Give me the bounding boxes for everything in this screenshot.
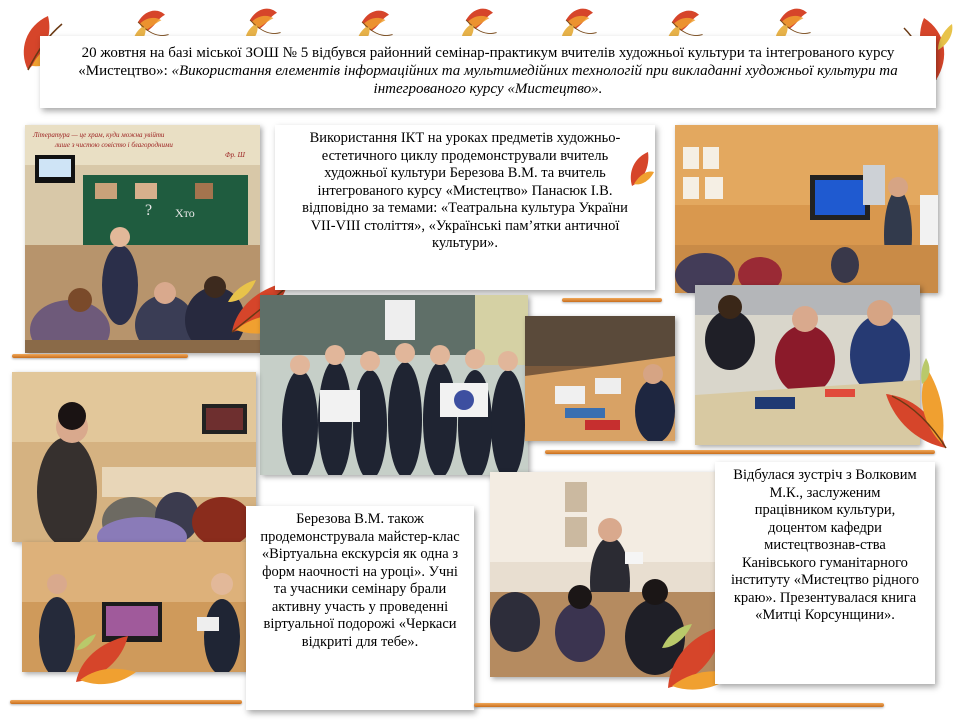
ict-description-box [275,125,655,290]
meeting-description-box [715,462,935,684]
masterclass-description-box [246,506,474,710]
photo-group [260,295,528,475]
photo-teacher-tv [675,125,938,293]
board-quote-3: Фр. Ш [225,151,245,159]
header-announcement [40,36,936,108]
decorative-bar [562,298,662,302]
decorative-bar [10,700,242,704]
ict-description-text: Використання ІКТ на уроках предметів художньо-естетичного циклу продемонстрували вчитель художньої культури Березова В.М. та вчитель інтегрованого курсу «Мистецтво» Панасюк І.В. відповідно за темами: «Театральна культура України VІІ-VІІІ століття», «Українські пам’ятки античної культури». [302,130,628,251]
photo-desk-materials [525,316,675,441]
autumn-leaf-icon [626,150,656,190]
autumn-leaf-icon [70,620,140,690]
decorative-bar [12,354,188,358]
autumn-leaf-icon [876,348,956,458]
board-quote: Література — це храм, куди можна увійти [33,131,165,139]
meeting-description-text: Відбулася зустріч з Волковим М.К., заслуженим працівником культури, доцентом кафедри мистецтвознав-ства Канівського гуманітарного інституту «Мистецтво рідного краю». Презентувалася книга «Митці Корсунщини». [730,467,920,623]
header-lead: 20 жовтня на базі міської ЗОШ № 5 відбувся районний семінар-практикум вчителів художньої культури та інтегрованого курсу «Мистецтво»: [78,45,895,79]
masterclass-description-text: Березова В.М. також продемонструвала майстер-клас «Віртуальна екскурсія як одна з форм наочності на уроці». Учні та учасники семінару брали активну участь у проведенні віртуальної подорожі «Черкаси відкриті для тебе». [260,511,460,650]
photo-seminar-audience [12,372,256,542]
board-question-mark: ? [145,202,153,219]
decorative-bar [474,703,884,707]
decorative-bar [545,450,935,454]
header-topic: «Використання елементів інформаційних та мультимедійних технологій при викладанні художньої культури та інтегрованого курсу «Мистецтво». [171,63,898,97]
board-quote-2: лише з чистою совістю і благородними [55,141,173,149]
board-word: Хто [175,206,195,220]
